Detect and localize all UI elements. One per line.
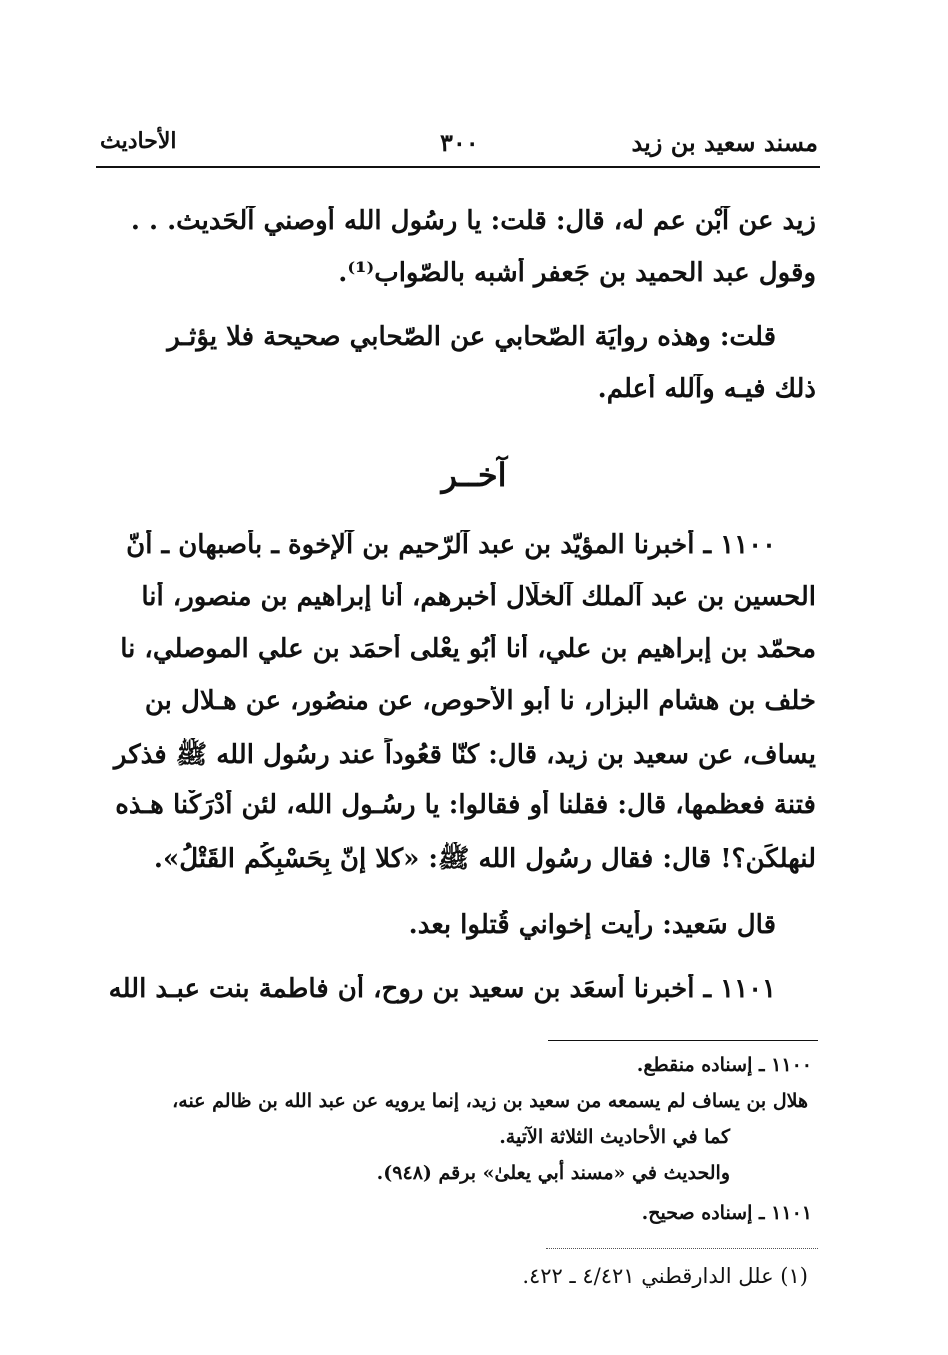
paragraph-continuation	[100, 206, 816, 306]
said-line	[100, 910, 816, 954]
text-line: الحسين بن عبد آلملك آلخلّال أخبرهم، أنا إبراهيم بن منصور، أنا	[141, 582, 816, 612]
text-line: محمّد بن إبراهيم بن علي، أنا أبُو يعْلى أحمَد بن علي الموصلي، نا	[120, 634, 816, 664]
footnote-rule	[548, 1040, 818, 1041]
section-title: الأحاديث	[100, 128, 177, 154]
footnote-line: هلال بن يساف لم يسمعه من سعيد بن زيد، إنما يرويه عن عبد الله بن ظالم عنه،	[172, 1090, 808, 1112]
footnote-divider	[546, 1248, 818, 1249]
hadith-1100	[100, 530, 816, 900]
text-line: ذلك فيـه وآلله أعلم.	[597, 374, 816, 404]
text-line: خلف بن هشام البزار، نا أبو الأحوص، عن منصُور، عن هـلال بن	[144, 686, 816, 716]
text-line: فتنة فعظمها، قال: فقلنا أو فقالوا: يا رسُـول الله، لئن أدْرَكْنا هـذه	[115, 790, 816, 820]
text-line: وقول عبد الحميد بن جَعفر أشبه بالصّواب⁽¹⁾.	[338, 258, 816, 288]
book-title: مسند سعيد بن زيد	[631, 128, 818, 157]
hadith-1101	[100, 974, 816, 1018]
text-line: يساف، عن سعيد بن زيد، قال: كنّا قعُوداً عند رسُول الله ﷺ فذكر	[113, 740, 816, 770]
text-line: قلت: وهذه روايَة الصّحابي عن الصّحابي صحيحة فلا يؤثـر	[167, 322, 776, 352]
page-number: ٣٠٠	[440, 128, 479, 157]
header-rule	[96, 166, 820, 168]
text-line: ١١٠١ ـ أخبرنا أسعَد بن سعيد بن روح، أن فاطمة بنت عبـد الله	[108, 974, 776, 1004]
footnote-line: والحديث في «مسند أبي يعلىٰ» برقم (٩٤٨).	[376, 1162, 730, 1184]
text-line: زيد عن آبْن عم له، قال: قلت: يا رسُول الله أوصني آلحَديث. . .	[130, 206, 816, 236]
footnote-line: كما في الأحاديث الثلاثة الآتية.	[499, 1126, 730, 1148]
text-line: لنهلكَن؟! قال: فقال رسُول الله ﷺ: «كلا إنّ بِحَسْبِكُم القَتْلُ».	[153, 844, 816, 874]
footnote-line: ١١٠٠ ـ إسناده منقطع.	[636, 1054, 812, 1076]
section-heading: آخــر	[441, 456, 507, 494]
bottom-footnote: (١) علل الدارقطني ٤/٤٢١ ـ ٤٢٢.	[522, 1264, 808, 1288]
page-header	[96, 128, 818, 168]
paragraph-comment	[100, 322, 816, 422]
text-line: ١١٠٠ ـ أخبرنا المؤيّد بن عبد آلرّحيم بن آلإخوة ـ بأصبهان ـ أنّ	[126, 530, 776, 560]
footnote-line: ١١٠١ ـ إسناده صحيح.	[641, 1202, 812, 1224]
text-line: قال سَعيد: رأيت إخواني قُتلوا بعد.	[408, 910, 776, 940]
